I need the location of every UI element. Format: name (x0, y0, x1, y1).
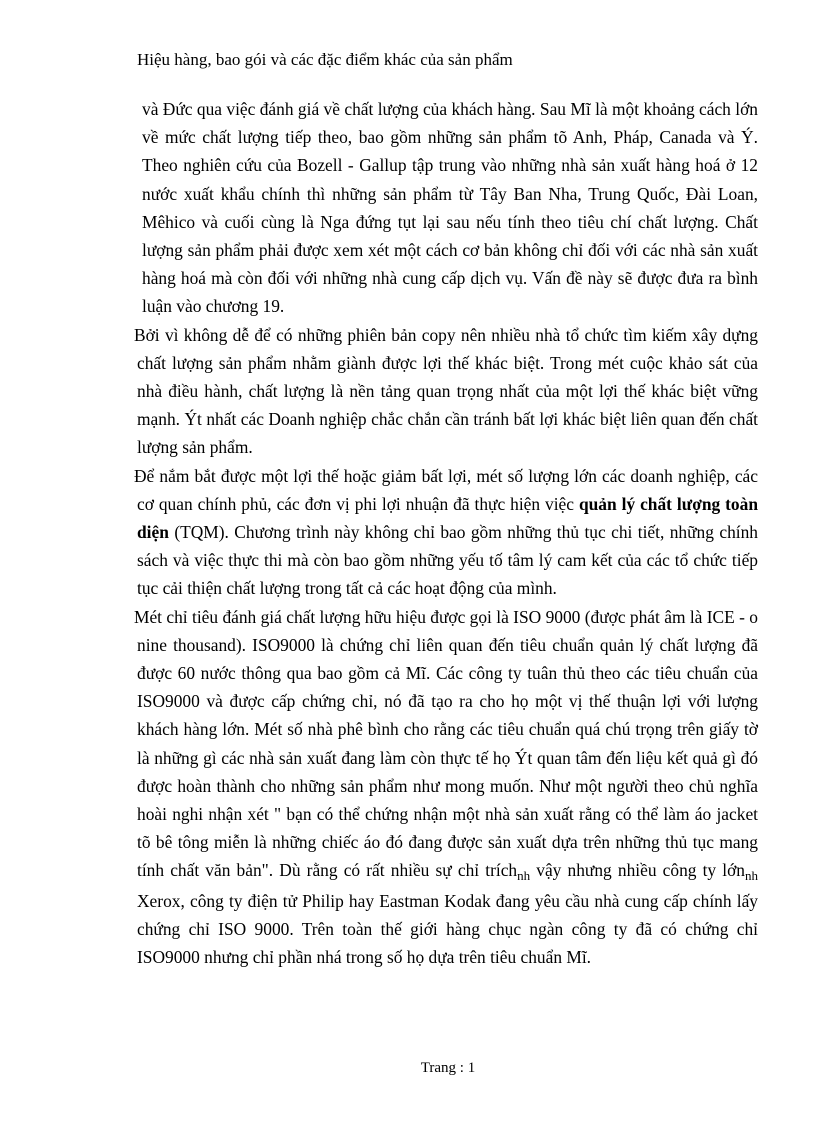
paragraph-3-text-after: (TQM). Chương trình này không chỉ bao gồm những thủ tục chi tiết, những chính sách và việc thực thi mà còn bao gồm những yếu tố tâm lý cam kết của các tổ chức tiếp tục cải thiện chất lượng trong tất cả các hoạt động của mình. (137, 522, 758, 599)
paragraph-3-text-before: Để nắm bắt được một lợi thế hoặc giảm bất lợi, mét số lượng lớn các doanh nghiệp, các cơ quan chính phủ, các đơn vị phi lợi nhuận đã thực hiện việc (134, 465, 758, 514)
paragraph-4 (134, 603, 758, 972)
page-number: Trang : 1 (420, 1060, 476, 1076)
paragraph-4-text-middle: vậy nhưng nhiều công ty lớn (530, 860, 745, 881)
paragraph-4-subscript-2: nh (745, 868, 758, 884)
paragraph-2: Bởi vì không dễ để có những phiên bản copy nên nhiều nhà tổ chức tìm kiếm xây dựng chất lượng sản phẩm nhằm giành được lợi thế khác biệt. Trong mét cuộc khảo sát của nhà điều hành, chất lượng là nền tảng quan trọng nhất của một lợi thế khác biệt vững mạnh. Ýt nhất các Doanh nghiệp chắc chắn cần tránh bất lợi khác biệt liên quan đến chất lượng sản phẩm. (134, 324, 758, 458)
paragraph-3-bold-term: quản lý chất lượng toàn diện (137, 493, 758, 543)
paragraph-4-text-after: Xerox, công ty điện tử Philip hay Eastman Kodak đang yêu cầu nhà cung cấp chính lấy chứng chỉ ISO 9000. Trên toàn thế giới hàng chục ngàn công ty đã có chứng chỉ ISO9000 nhưng chỉ phần nhá trong số họ dựa trên tiêu chuẩn Mĩ. (137, 890, 758, 968)
paragraph-1: và Đức qua việc đánh giá về chất lượng của khách hàng. Sau Mĩ là một khoảng cách lớn về mức chất lượng tiếp theo, bao gồm những sản phẩm tõ Anh, Pháp, Canada và Ý. Theo nghiên cứu của Bozell - Gallup tập trung vào những nhà sản xuất hàng hoá ở 12 nước xuất khẩu chính thì những sản phẩm từ Tây Ban Nha, Trung Quốc, Đài Loan, Mêhico và cuối cùng là Nga đứng tụt lại sau nếu tính theo tiêu chí chất lượng. Chất lượng sản phẩm phải được xem xét một cách cơ bản không chỉ đối với các nhà sản xuất hàng hoá mà còn đối với những nhà cung cấp dịch vụ. Vấn đề này sẽ được đưa ra bình luận vào chương 19. (142, 99, 758, 317)
paragraph-4-text-before: Mét chỉ tiêu đánh giá chất lượng hữu hiệu được gọi là ISO 9000 (được phát âm là ICE - o nine thousand). ISO9000 là chứng chỉ liên quan đến tiêu chuẩn quản lý chất lượng đã được 60 nước thông qua bao gồm cả Mĩ. Các công ty tuân thủ theo các tiêu chuẩn của ISO9000 và được cấp chứng chỉ, nó đã tạo ra cho họ một vị thế thuận lợi với lượng khách hàng lớn. Mét số nhà phê bình cho rằng các tiêu chuẩn quá chú trọng trên giấy tờ là những gì các nhà sản xuất đang làm còn thực tế họ Ýt quan tâm đến liệu kết quả gì đó được hoàn thành cho những sản phẩm như mong muốn. Như một người theo chủ nghĩa hoài nghi nhận xét " bạn có thể chứng nhận một nhà sản xuất rằng có thể làm áo jacket tõ bê tông miễn là những chiếc áo đó đang được sản xuất dựa trên những thủ tục mang tính chất văn bản". Dù rằng có rất nhiều sự chỉ trích (134, 606, 758, 881)
document-body (134, 95, 758, 971)
paragraph-3 (134, 462, 758, 603)
page-footer (0, 1058, 816, 1078)
page-header: Hiệu hàng, bao gói và các đặc điểm khác của sản phẩm (137, 50, 513, 69)
paragraph-4-subscript-1: nh (517, 868, 531, 884)
